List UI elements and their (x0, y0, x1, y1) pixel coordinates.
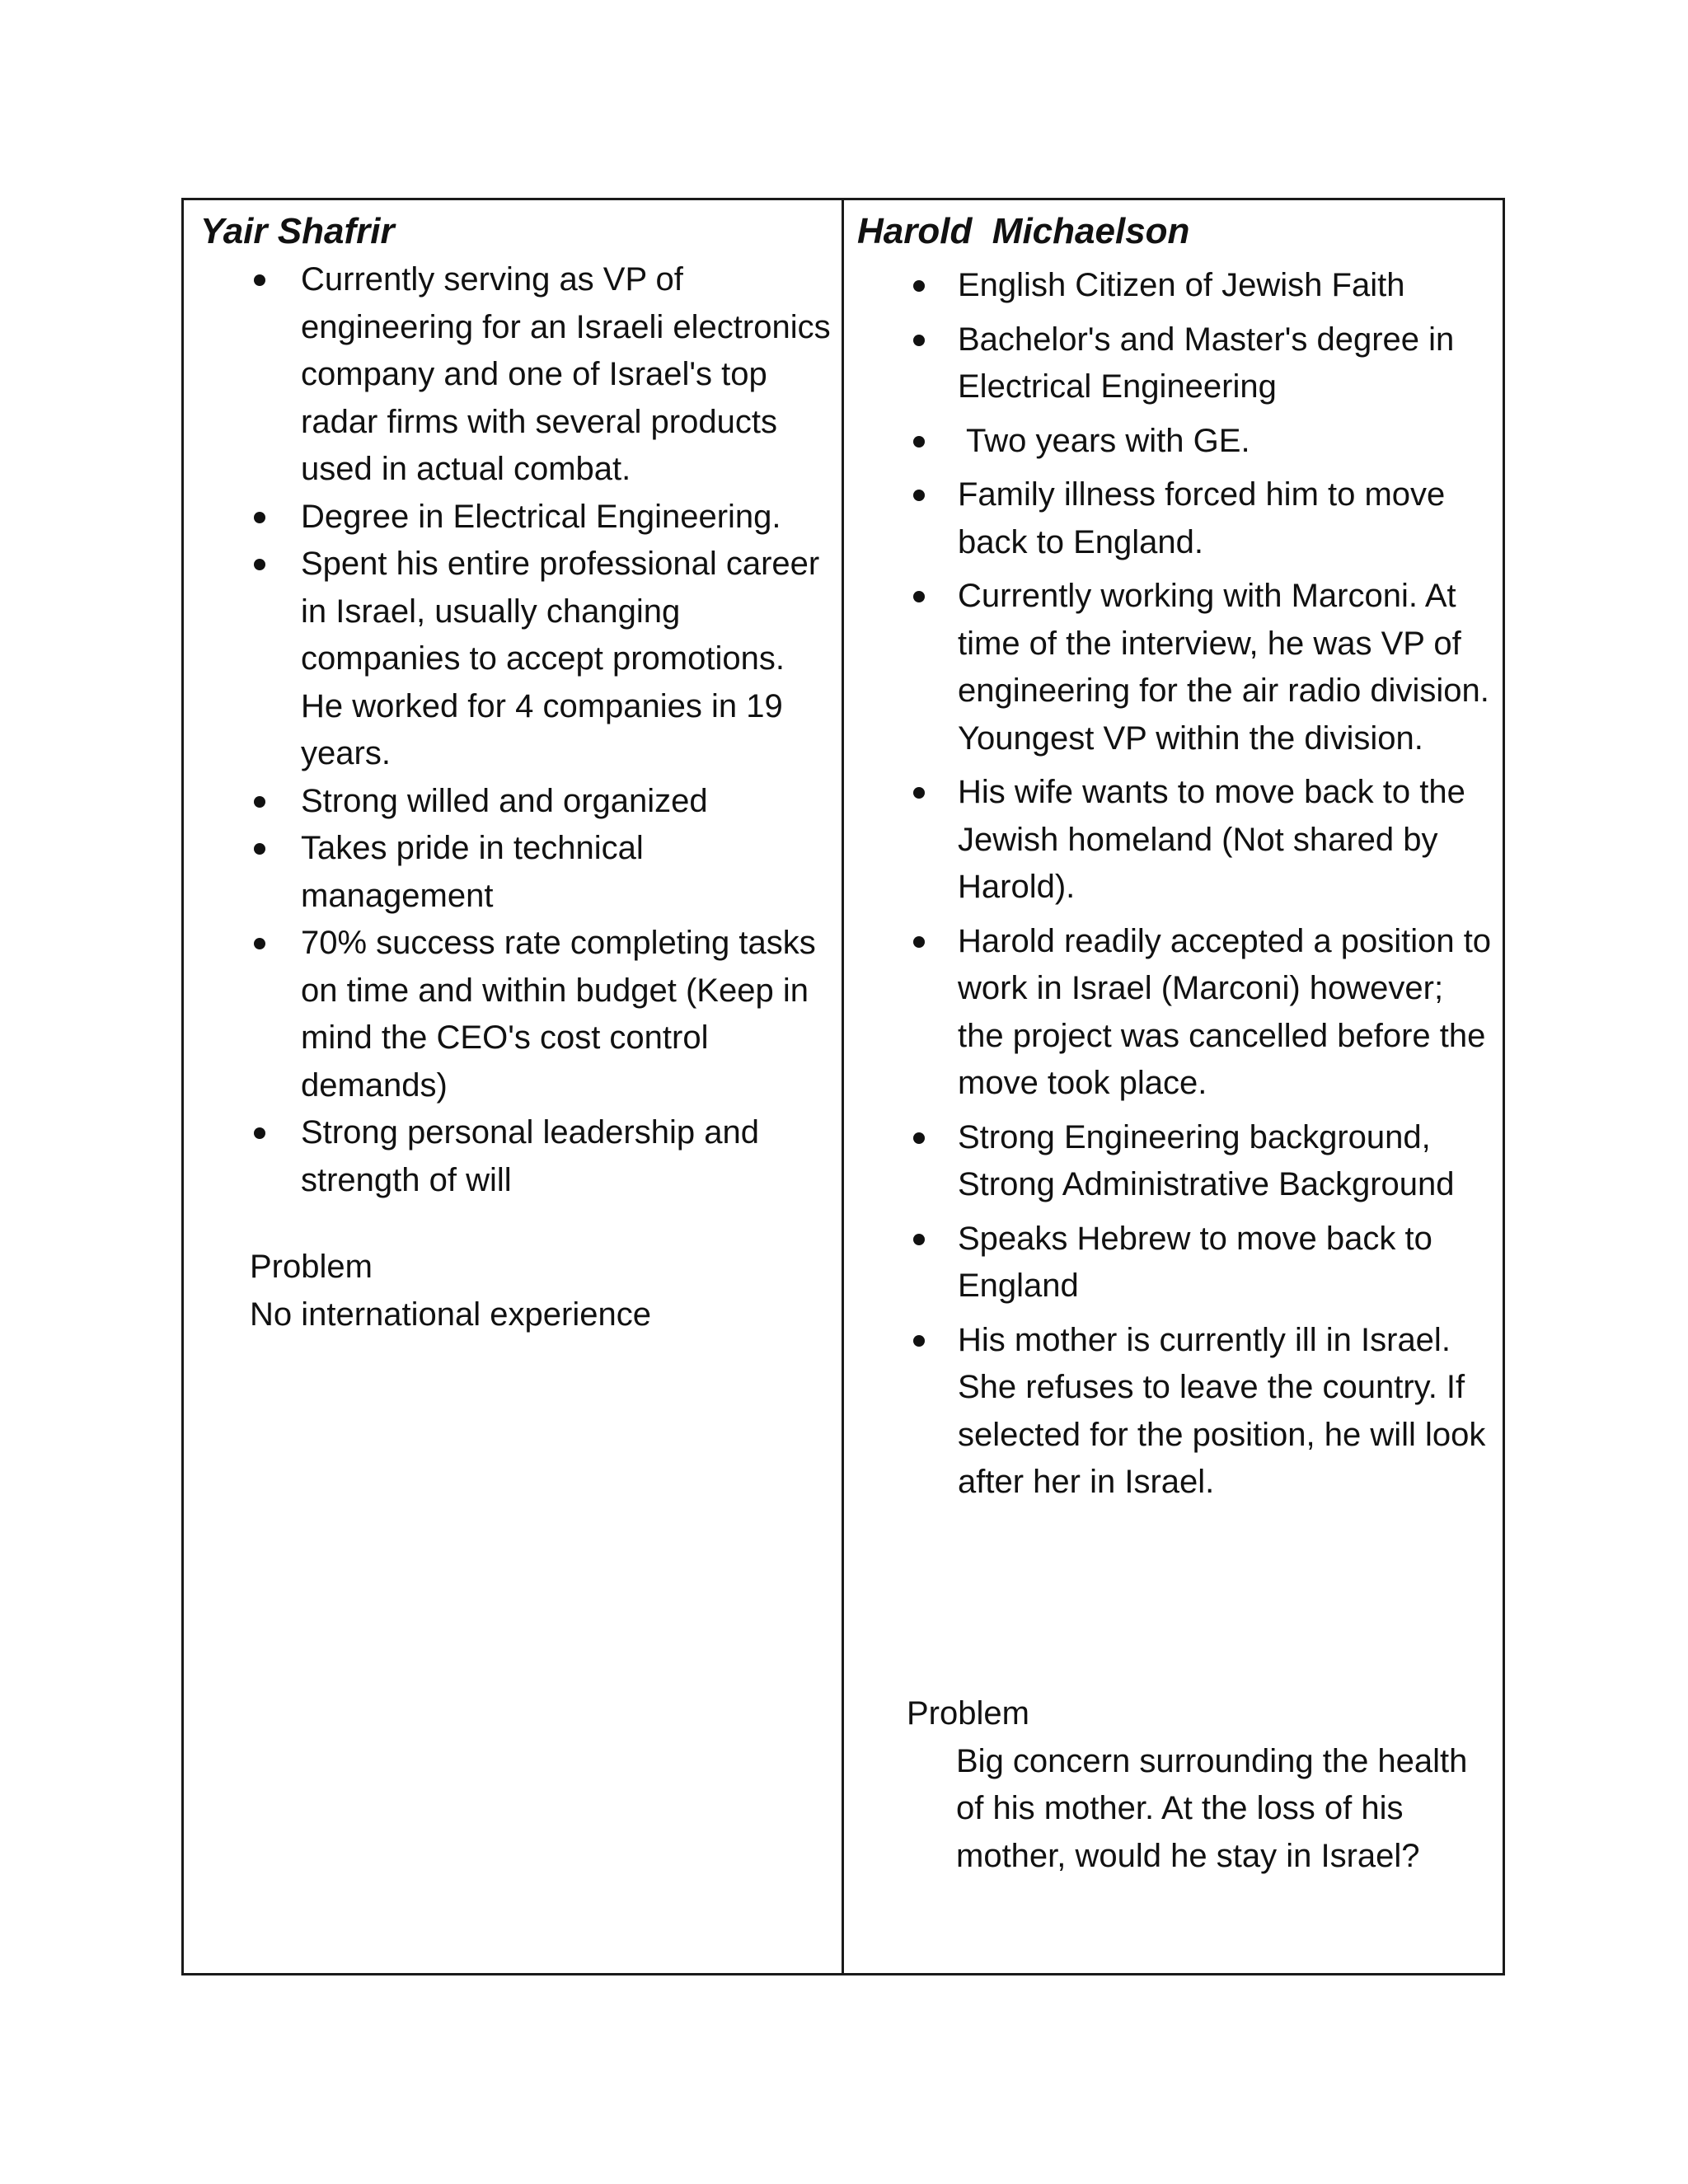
list-item (844, 1114, 1499, 1209)
list-item-text: Strong Engineering background, Strong Administrative Background (958, 1118, 1455, 1202)
list-item-text: Two years with GE. (966, 422, 1250, 459)
candidate-column-harold-michaelson (844, 200, 1503, 1973)
qualification-list (844, 262, 1499, 1513)
problem-label: Problem (907, 1695, 1029, 1732)
bullet-icon (913, 1132, 925, 1144)
list-item-text: Currently working with Marconi. At time of the interview, he was VP of engineering for the air radio division. Youngest VP within the division. (958, 578, 1489, 757)
list-item-text: Currently serving as VP of engineering for an Israeli electronics company and one of Israel's top radar firms with several products used in actual combat. (301, 261, 831, 487)
candidate-name-heading: Harold Michaelson (857, 211, 1190, 251)
list-item (184, 778, 839, 826)
bullet-icon (913, 280, 925, 292)
bullet-icon (913, 1234, 925, 1245)
list-item-text: Strong willed and organized (301, 782, 708, 819)
list-item-text: English Citizen of Jewish Faith (958, 267, 1405, 303)
list-item-text: His mother is currently ill in Israel. She refuses to leave the country. If selected for the position, he will look after her in Israel. (958, 1321, 1486, 1500)
bullet-icon (913, 936, 925, 948)
list-item (844, 918, 1499, 1108)
problem-label: Problem (250, 1249, 373, 1285)
list-item-text: Takes pride in technical management (301, 830, 644, 914)
list-item (844, 1317, 1499, 1507)
list-item-text: Harold readily accepted a position to work in Israel (Marconi) however; the project was cancelled before the move took place. (958, 922, 1492, 1101)
candidate-column-yair-shafrir (184, 200, 844, 1973)
list-item-text: Bachelor's and Master's degree in Electrical Engineering (958, 321, 1455, 405)
list-item-text: Family illness forced him to move back to England. (958, 476, 1446, 560)
bullet-icon (254, 512, 265, 523)
list-item-text: 70% success rate completing tasks on time and within budget (Keep in mind the CEO's cost control demands) (301, 925, 816, 1104)
bullet-icon (254, 796, 265, 808)
list-item (844, 418, 1499, 466)
qualification-list (184, 256, 839, 1204)
list-item (184, 920, 839, 1109)
problem-section (250, 1244, 827, 1338)
bullet-icon (254, 938, 265, 949)
bullet-icon (254, 274, 265, 286)
list-item (844, 262, 1499, 310)
bullet-icon (913, 335, 925, 346)
list-item (844, 573, 1499, 762)
list-item-text: Speaks Hebrew to move back to England (958, 1220, 1432, 1304)
list-item-text: Strong personal leadership and strength of will (301, 1114, 759, 1198)
problem-text: Big concern surrounding the health of his mother. At the loss of his mother, would he stay in Israel? (956, 1742, 1468, 1874)
bullet-icon (913, 436, 925, 448)
problem-text: No international experience (250, 1296, 651, 1333)
comparison-table (181, 198, 1505, 1975)
list-item-text: Degree in Electrical Engineering. (301, 498, 781, 535)
list-item (184, 1109, 839, 1204)
bullet-icon (913, 490, 925, 501)
bullet-icon (254, 559, 265, 570)
list-item (844, 316, 1499, 411)
bullet-icon (913, 787, 925, 799)
list-item-text: Spent his entire professional career in Israel, usually changing companies to accept promotions. He worked for 4 companies in 19 years. (301, 546, 820, 771)
list-item-text: His wife wants to move back to the Jewish homeland (Not shared by Harold). (958, 774, 1465, 905)
list-item (844, 1216, 1499, 1310)
bullet-icon (913, 1335, 925, 1347)
list-item (184, 541, 839, 778)
list-item (844, 769, 1499, 912)
candidate-name-heading: Yair Shafrir (200, 211, 395, 251)
bullet-icon (913, 591, 925, 602)
list-item (184, 825, 839, 920)
bullet-icon (254, 843, 265, 855)
list-item (184, 256, 839, 494)
list-item (844, 471, 1499, 566)
list-item (184, 494, 839, 541)
bullet-icon (254, 1127, 265, 1139)
problem-section (907, 1690, 1484, 1880)
